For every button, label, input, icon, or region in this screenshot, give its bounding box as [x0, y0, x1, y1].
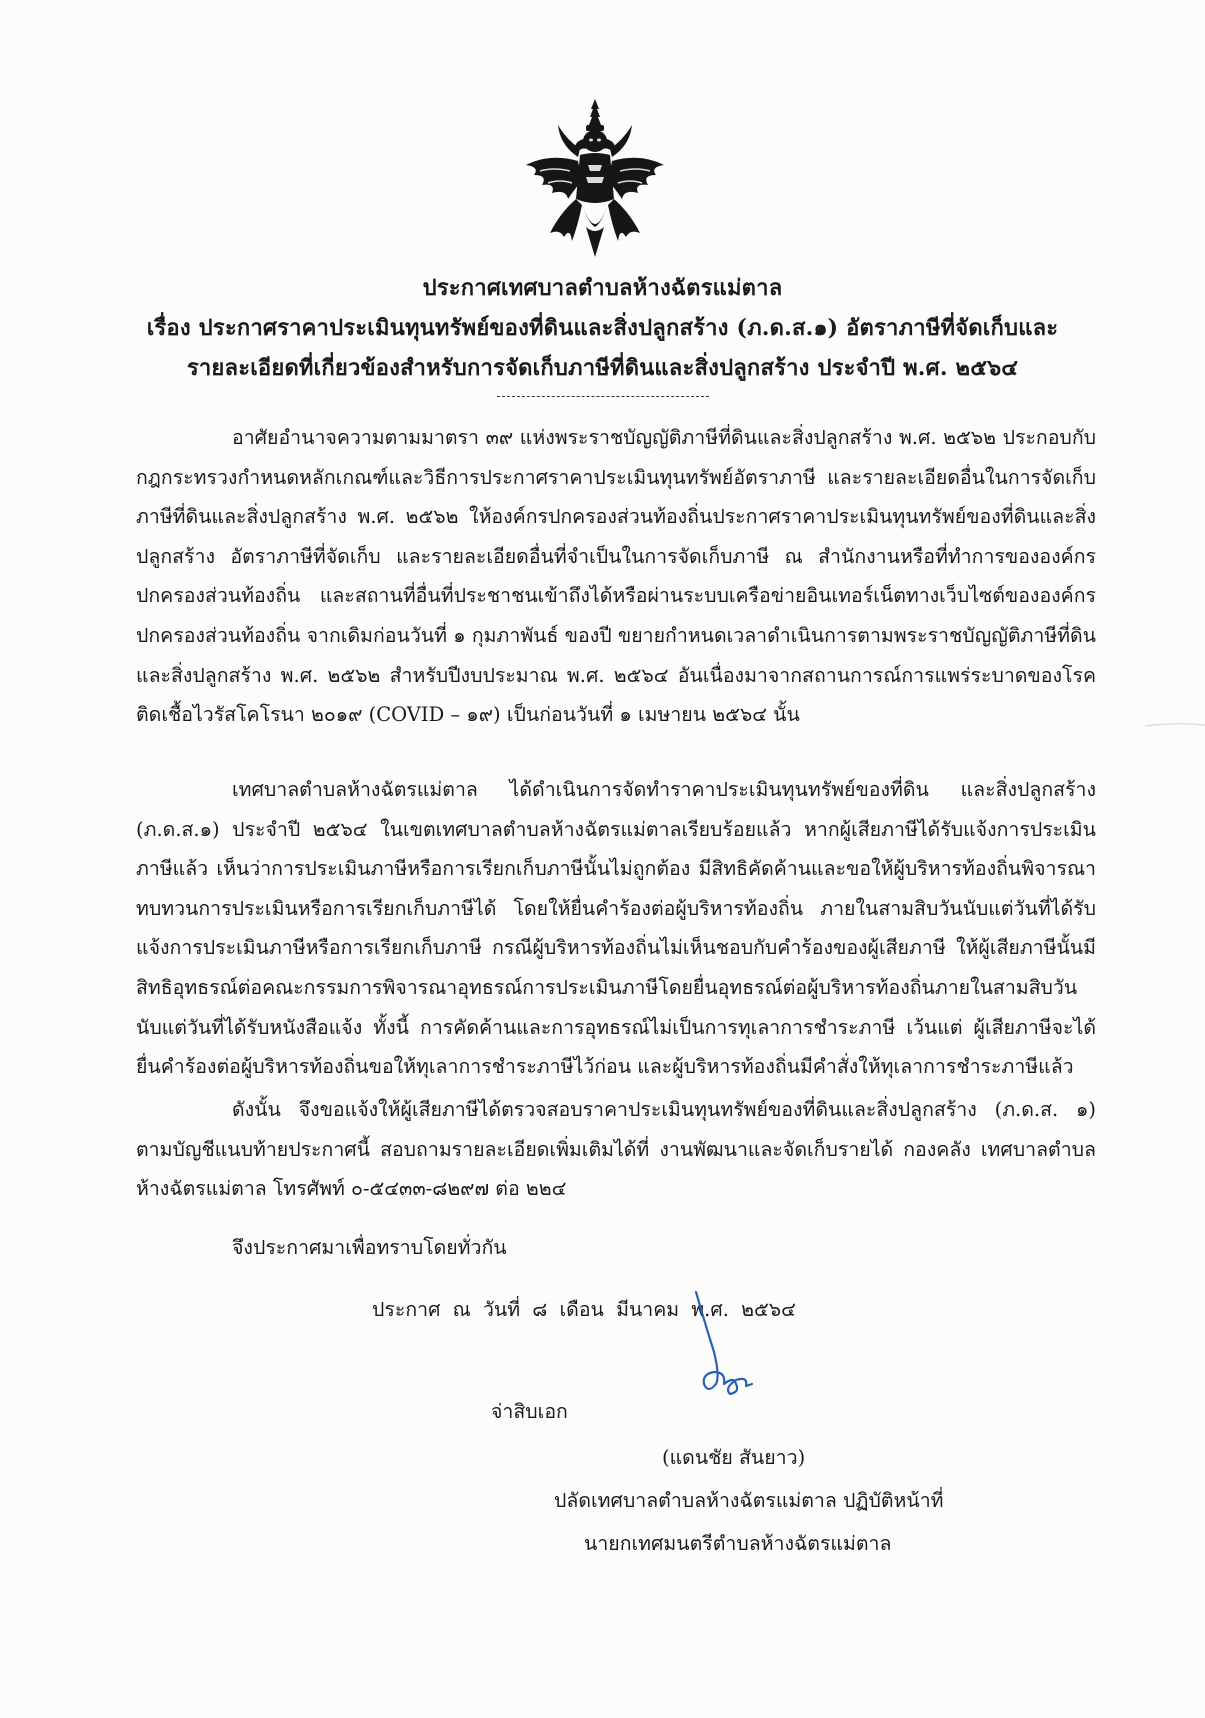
closing-announcement: จึงประกาศมาเพื่อทราบโดยทั่วกัน [232, 1236, 507, 1259]
paragraph-2-text: เทศบาลตำบลห้างฉัตรแม่ตาล ได้ดำเนินการจัดทำราคาประเมินทุนทรัพย์ของที่ดิน และสิ่งปลูกสร้าง (ภ.ด.ส.๑) ประจำปี ๒๕๖๔ ในเขตเทศบาลตำบลห้างฉัตรแม่ตาลเรียบร้อยแล้ว หากผู้เสียภาษีได้รับแจ้งการประเมินภาษีแล้ว เห็นว่าการประเมินภาษีหรือการเรียกเก็บภาษีนั้นไม่ถูกต้อง มีสิทธิคัดค้านและขอให้ผู้บริหารท้องถิ่นพิจารณาทบทวนการประเมินหรือการเรียกเก็บภาษีได้ โดยให้ยื่นคำร้องต่อผู้บริหารท้องถิ่น ภายในสามสิบวันนับแต่วันที่ได้รับแจ้งการประเมินภาษีหรือการเรียกเก็บภาษี กรณีผู้บริหารท้องถิ่นไม่เห็นชอบกับคำร้องของผู้เสียภาษี ให้ผู้เสียภาษีนั้นมีสิทธิอุทธรณ์ต่อคณะกรรมการพิจารณาอุทธรณ์การประเมินภาษีโดยยื่นอุทธรณ์ต่อผู้บริหารท้องถิ่นภายในสามสิบวัน นับแต่วันที่ได้รับหนังสือแจ้ง ทั้งนี้ การคัดค้านและการอุทธรณ์ไม่เป็นการทุเลาการชำระภาษี เว้นแต่ ผู้เสียภาษีจะได้ยื่นคำร้องต่อผู้บริหารท้องถิ่นขอให้ทุเลาการชำระภาษีไว้ก่อน และผู้บริหารท้องถิ่นมีคำสั่งให้ทุเลาการชำระภาษีแล้ว [136, 778, 1096, 1079]
paragraph-3-text: ดังนั้น จึงขอแจ้งให้ผู้เสียภาษีได้ตรวจสอบราคาประเมินทุนทรัพย์ของที่ดินและสิ่งปลูกสร้าง (ภ.ด.ส. ๑) ตามบัญชีแนบท้ายประกาศนี้ สอบถามรายละเอียดเพิ่มเติมได้ที่ งานพัฒนาและจัดเก็บรายได้ กองคลัง เทศบาลตำบลห้างฉัตรแม่ตาล โทรศัพท์ ๐-๕๔๓๓-๘๒๙๗ ต่อ ๒๒๔ [136, 1098, 1096, 1201]
heading-separator [497, 396, 709, 397]
subject-line-2: รายละเอียดที่เกี่ยวข้องสำหรับการจัดเก็บภาษีที่ดินและสิ่งปลูกสร้าง ประจำปี พ.ศ. ๒๕๖๔ [186, 355, 1019, 381]
signatory-name: (แดนชัย สันยาว) [662, 1446, 806, 1469]
garuda-emblem-icon [520, 95, 670, 260]
document-heading [110, 268, 1095, 388]
signatory-rank: จ่าสิบเอก [491, 1400, 568, 1423]
paragraph-2 [136, 770, 1096, 1087]
paragraph-1-text: อาศัยอำนาจความตามมาตรา ๓๙ แห่งพระราชบัญญัติภาษีที่ดินและสิ่งปลูกสร้าง พ.ศ. ๒๕๖๒ ประกอบกับกฎกระทรวงกำหนดหลักเกณฑ์และวิธีการประกาศราคาประเมินทุนทรัพย์อัตราภาษี และรายละเอียดอื่นในการจัดเก็บภาษีที่ดินและสิ่งปลูกสร้าง พ.ศ. ๒๕๖๒ ให้องค์กรปกครองส่วนท้องถิ่นประกาศราคาประเมินทุนทรัพย์ของที่ดินและสิ่งปลูกสร้าง อัตราภาษีที่จัดเก็บ และรายละเอียดอื่นที่จำเป็นในการจัดเก็บภาษี ณ สำนักงานหรือที่ทำการขององค์กรปกครองส่วนท้องถิ่น และสถานที่อื่นที่ประชาชนเข้าถึงได้หรือผ่านระบบเครือข่ายอินเทอร์เน็ตทางเว็บไซต์ขององค์กรปกครองส่วนท้องถิ่น จากเดิมก่อนวันที่ ๑ กุมภาพันธ์ ของปี ขยายกำหนดเวลาดำเนินการตามพระราชบัญญัติภาษีที่ดินและสิ่งปลูกสร้าง พ.ศ. ๒๕๖๒ สำหรับปีงบประมาณ พ.ศ. ๒๕๖๔ อันเนื่องมาจากสถานการณ์การแพร่ระบาดของโรคติดเชื้อไวรัสโคโรนา ๒๐๑๙ (COVID – ๑๙) เป็นก่อนวันที่ ๑ เมษายน ๒๕๖๔ นั้น [136, 426, 1096, 727]
paragraph-3 [136, 1090, 1096, 1209]
announcement-date: ประกาศ ณ วันที่ ๘ เดือน มีนาคม พ.ศ. ๒๕๖๔ [372, 1298, 796, 1321]
document-title: ประกาศเทศบาลตำบลห้างฉัตรแม่ตาล [422, 275, 783, 301]
signatory-position-line-1: ปลัดเทศบาลตำบลห้างฉัตรแม่ตาล ปฏิบัติหน้าที่ [554, 1489, 944, 1512]
subject-line-1: เรื่อง ประกาศราคาประเมินทุนทรัพย์ของที่ดินและสิ่งปลูกสร้าง (ภ.ด.ส.๑) อัตราภาษีที่จัดเก็บและ [146, 315, 1059, 341]
signatory-position-line-2: นายกเทศมนตรีตำบลห้างฉัตรแม่ตาล [584, 1532, 892, 1555]
scan-edge-artifact [1145, 720, 1205, 730]
paragraph-1 [136, 418, 1096, 735]
signature-mark [690, 1280, 790, 1420]
